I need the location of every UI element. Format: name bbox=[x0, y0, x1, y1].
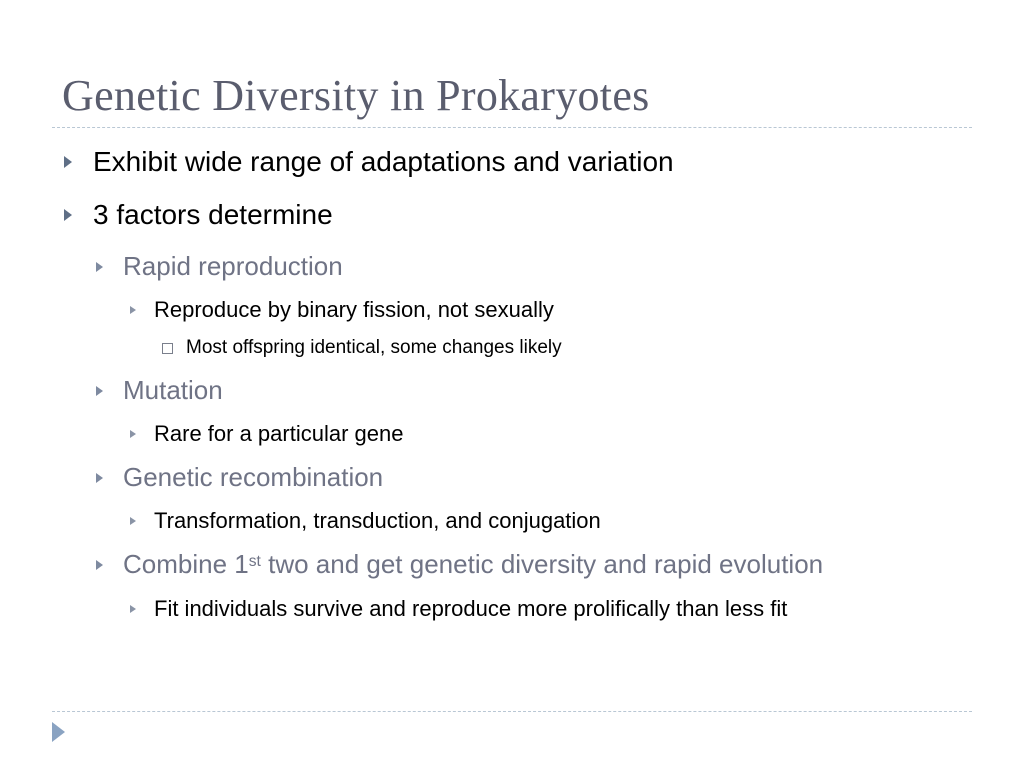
bullet-binary-fission bbox=[130, 297, 554, 323]
bullet-text: Mutation bbox=[123, 375, 223, 405]
bullet-rare-gene bbox=[130, 421, 403, 447]
bullet-text: Genetic recombination bbox=[123, 462, 384, 492]
bullet-text: Rapid reproduction bbox=[123, 251, 343, 281]
triangle-bullet-icon bbox=[96, 262, 103, 272]
bullet-text: Most offspring identical, some changes likely bbox=[186, 337, 562, 358]
slide-title: Genetic Diversity in Prokaryotes bbox=[62, 71, 650, 120]
bullet-text: Fit individuals survive and reproduce more prolifically than less fit bbox=[154, 596, 788, 621]
title-divider bbox=[52, 127, 972, 128]
triangle-bullet-icon bbox=[130, 430, 136, 438]
bullet-text bbox=[123, 549, 823, 580]
bullet-combine bbox=[96, 549, 823, 580]
triangle-bullet-icon bbox=[96, 386, 103, 396]
bullet-rapid-reproduction bbox=[96, 251, 343, 282]
triangle-bullet-icon bbox=[96, 560, 103, 570]
bullet-text: Transformation, transduction, and conjugation bbox=[154, 508, 601, 533]
bullet-text-post: two and get genetic diversity and rapid evolution bbox=[260, 549, 824, 579]
bullet-text: Reproduce by binary fission, not sexually bbox=[154, 297, 554, 322]
bullet-text: Rare for a particular gene bbox=[154, 421, 404, 446]
triangle-bullet-icon bbox=[64, 209, 72, 221]
triangle-bullet-icon bbox=[130, 306, 136, 314]
bullet-mutation bbox=[96, 375, 223, 406]
play-arrow-icon[interactable] bbox=[52, 722, 65, 742]
footer-divider bbox=[52, 711, 972, 712]
bullet-adaptations bbox=[64, 146, 674, 178]
triangle-bullet-icon bbox=[130, 605, 136, 613]
superscript-ordinal: st bbox=[248, 552, 261, 570]
bullet-factors bbox=[64, 199, 333, 231]
triangle-bullet-icon bbox=[64, 156, 72, 168]
square-bullet-icon bbox=[162, 343, 173, 354]
bullet-transformation bbox=[130, 508, 601, 534]
bullet-text-pre: Combine 1 bbox=[123, 549, 249, 579]
bullet-text: 3 factors determine bbox=[93, 199, 333, 230]
bullet-text: Exhibit wide range of adaptations and variation bbox=[93, 146, 674, 177]
bullet-fit-individuals bbox=[130, 596, 787, 622]
triangle-bullet-icon bbox=[130, 517, 136, 525]
bullet-recombination bbox=[96, 462, 383, 493]
triangle-bullet-icon bbox=[96, 473, 103, 483]
bullet-offspring bbox=[162, 337, 562, 359]
